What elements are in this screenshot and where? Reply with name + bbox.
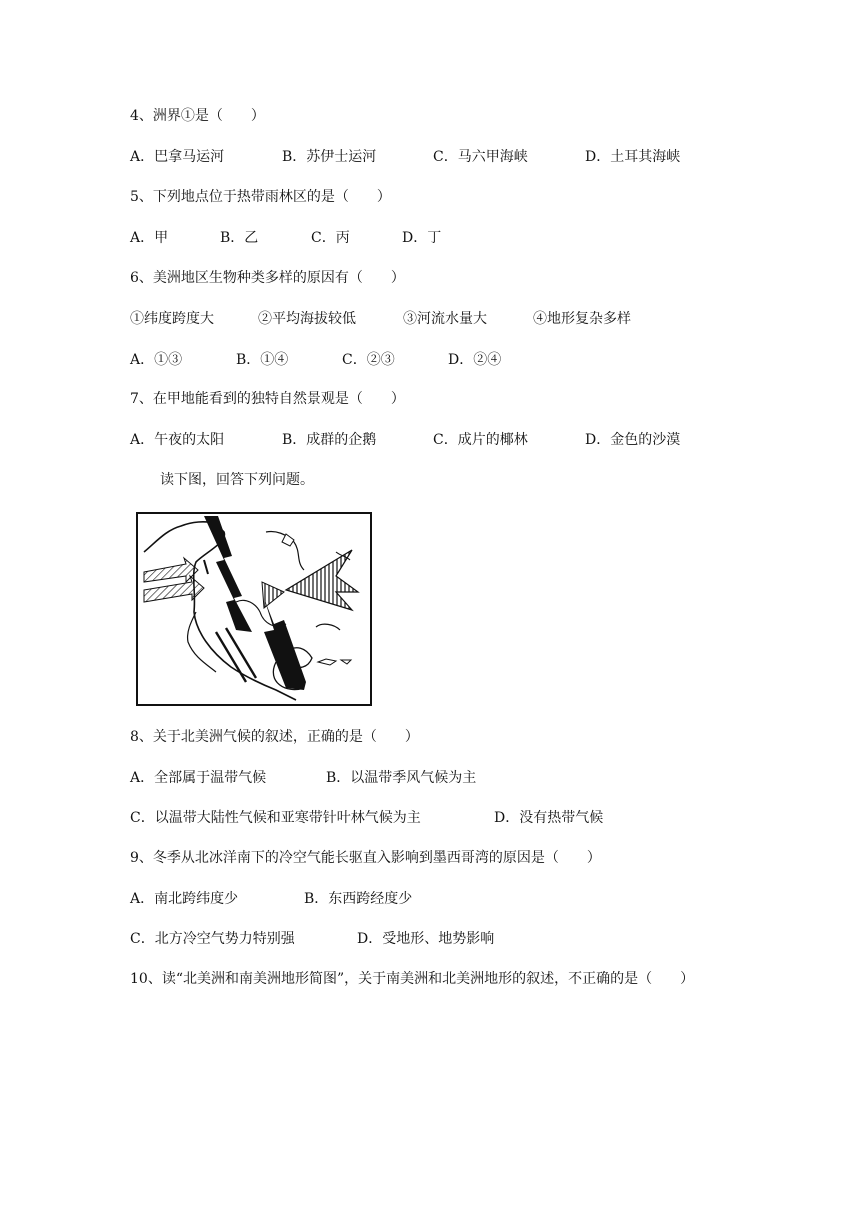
q6-option-a: A．①③ <box>130 352 183 368</box>
north-america-map <box>136 512 372 706</box>
q5-option-d: D．丁 <box>402 230 442 246</box>
question-4-stem: 4、洲界①是（ ） <box>130 108 265 124</box>
q7-option-b: B．成群的企鹅 <box>282 432 377 448</box>
q9-option-a: A．南北跨纬度少 <box>130 891 239 907</box>
q5-option-c: C．丙 <box>311 230 350 246</box>
q6-reason-4: ④地形复杂多样 <box>533 311 631 327</box>
question-7-stem: 7、在甲地能看到的独特自然景观是（ ） <box>130 391 405 407</box>
q8-option-c: C．以温带大陆性气候和亚寒带针叶林气候为主 <box>130 810 421 826</box>
q8-option-b: B．以温带季风气候为主 <box>326 770 477 786</box>
q6-reason-3: ③河流水量大 <box>403 311 487 327</box>
q4-option-c: C．马六甲海峡 <box>433 149 528 165</box>
q9-option-b: B．东西跨经度少 <box>304 891 413 907</box>
q7-option-d: D．金色的沙漠 <box>585 432 681 448</box>
q4-option-d: D．土耳其海峡 <box>585 149 681 165</box>
q6-option-b: B．①④ <box>236 352 289 368</box>
question-10-stem: 10、读“北美洲和南美洲地形简图”，关于南美洲和北美洲地形的叙述，不正确的是（ ） <box>130 971 695 987</box>
question-5-stem: 5、下列地点位于热带雨林区的是（ ） <box>130 189 391 205</box>
question-8-stem: 8、关于北美洲气候的叙述，正确的是（ ） <box>130 729 419 745</box>
q7-option-a: A．午夜的太阳 <box>130 432 225 448</box>
q5-option-b: B．乙 <box>220 230 259 246</box>
q6-option-c: C．②③ <box>342 352 395 368</box>
q8-option-d: D．没有热带气候 <box>494 810 604 826</box>
q6-option-d: D．②④ <box>448 352 502 368</box>
q4-option-b: B．苏伊士运河 <box>282 149 377 165</box>
q9-option-c: C．北方冷空气势力特别强 <box>130 931 295 947</box>
q8-option-a: A．全部属于温带气候 <box>130 770 267 786</box>
q6-reason-1: ①纬度跨度大 <box>130 311 214 327</box>
figure-intro: 读下图，回答下列问题。 <box>160 472 314 488</box>
question-6-stem: 6、美洲地区生物种类多样的原因有（ ） <box>130 270 405 286</box>
q6-reason-2: ②平均海拔较低 <box>258 311 356 327</box>
q4-option-a: A．巴拿马运河 <box>130 149 225 165</box>
question-9-stem: 9、冬季从北冰洋南下的冷空气能长驱直入影响到墨西哥湾的原因是（ ） <box>130 850 601 866</box>
q9-option-d: D．受地形、地势影响 <box>357 931 495 947</box>
q5-option-a: A．甲 <box>130 230 169 246</box>
q7-option-c: C．成片的椰林 <box>433 432 528 448</box>
